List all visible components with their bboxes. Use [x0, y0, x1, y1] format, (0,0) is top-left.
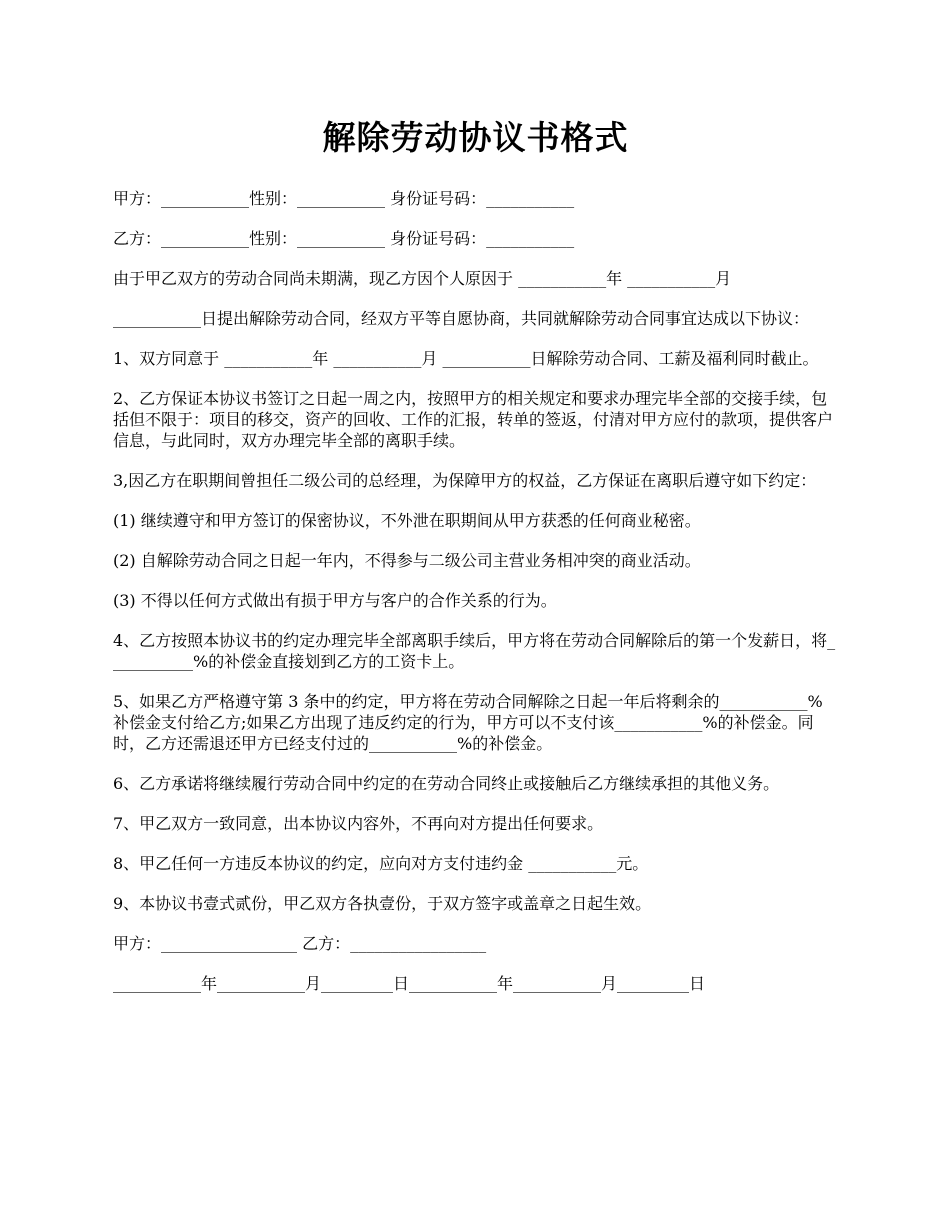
document-page: [113, 112, 838, 1013]
preamble-line-2: ___________日提出解除劳动合同，经双方平等自愿协商，共同就解除劳动合同事宜达成以下协议：: [113, 309, 810, 328]
clause-5: 5、如果乙方严格遵守第 3 条中的约定，甲方将在劳动合同解除之日起一年后将剩余的___________%补偿金支付给乙方;如果乙方出现了违反约定的行为，甲方可以不支付该___________%的补偿金。同时，乙方还需退还甲方已经支付过的___________%的补偿金。: [113, 692, 823, 753]
clause-3-item-1: (1) 继续遵守和甲方签订的保密协议，不外泄在职期间从甲方获悉的任何商业秘密。: [113, 511, 701, 530]
signature-line: 甲方：_________________ 乙方：_________________: [113, 934, 487, 953]
date-line: ___________年___________月_________日___________年___________月_________日: [113, 974, 706, 993]
clause-4: 4、乙方按照本协议书的约定办理完毕全部离职手续后，甲方将在劳动合同解除后的第一个发薪日，将___________%的补偿金直接划到乙方的工资卡上。: [113, 631, 836, 671]
clause-2: 2、乙方保证本协议书签订之日起一周之内，按照甲方的相关规定和要求办理完毕全部的交接手续，包括但不限于：项目的移交，资产的回收、工作的汇报，转单的签返，付清对甲方应付的款项，提供客户信息，与此同时，双方办理完毕全部的离职手续。: [113, 389, 834, 450]
party-a-info: 甲方：___________性别：___________ 身份证号码：___________: [113, 189, 575, 208]
clause-3-item-2: (2) 自解除劳动合同之日起一年内，不得参与二级公司主营业务相冲突的商业活动。: [113, 551, 701, 570]
preamble-line-1: 由于甲乙双方的劳动合同尚未期满，现乙方因个人原因于 ___________年 ___________月: [113, 269, 732, 288]
clause-7: 7、甲乙双方一致同意，出本协议内容外，不再向对方提出任何要求。: [113, 814, 604, 833]
clause-8: 8、甲乙任何一方违反本协议的约定，应向对方支付违约金 ___________元。: [113, 854, 649, 873]
document-title: 解除劳动协议书格式: [322, 118, 629, 157]
party-b-info: 乙方：___________性别：___________ 身份证号码：___________: [113, 229, 575, 248]
clause-3-item-3: (3) 不得以任何方式做出有损于甲方与客户的合作关系的行为。: [113, 591, 557, 610]
clause-3: 3,因乙方在职期间曾担任二级公司的总经理，为保障甲方的权益，乙方保证在离职后遵守如下约定：: [113, 471, 817, 490]
clause-1: 1、双方同意于 ___________年 ___________月 ___________日解除劳动合同、工薪及福利同时截止。: [113, 349, 819, 368]
clause-9: 9、本协议书壹式贰份，甲乙双方各执壹份，于双方签字或盖章之日起生效。: [113, 894, 652, 913]
clause-6: 6、乙方承诺将继续履行劳动合同中约定的在劳动合同终止或接触后乙方继续承担的其他义务。: [113, 774, 780, 793]
